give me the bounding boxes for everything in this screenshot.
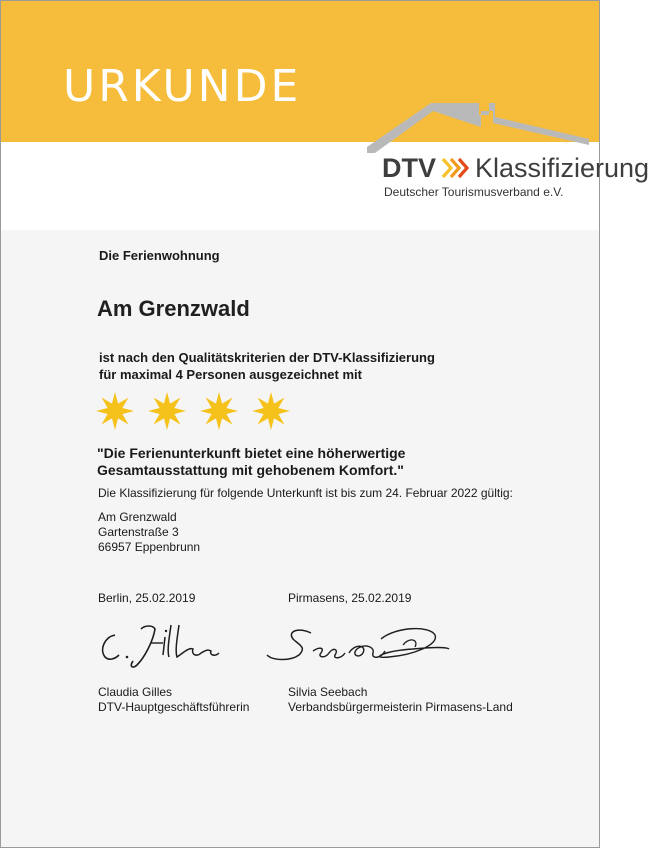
star-icon <box>200 392 238 430</box>
star-icon <box>96 392 134 430</box>
star-icon <box>148 392 186 430</box>
star-icon <box>252 392 290 430</box>
logo-name: Klassifizierung <box>475 152 649 183</box>
criteria-text <box>99 349 435 383</box>
signer-right <box>288 685 513 715</box>
star-rating <box>93 390 313 432</box>
signature-right <box>263 617 453 673</box>
chevrons-icon <box>441 157 469 179</box>
address-line-1: Am Grenzwald <box>98 510 177 524</box>
place-date-right: Pirmasens, 25.02.2019 <box>288 591 412 605</box>
dtv-logo <box>382 151 649 185</box>
house-roof-icon <box>361 97 591 157</box>
certificate-intro: Die Ferienwohnung <box>99 248 220 263</box>
validity-text: Die Klassifizierung für folgende Unterkunft ist bis zum 24. Februar 2022 gültig: <box>98 486 513 500</box>
logo-brand: DTV <box>382 152 436 183</box>
banner-title: URKUNDE <box>63 61 302 112</box>
quote-line-1: "Die Ferienunterkunft bietet eine höherwertige <box>97 445 406 461</box>
signer-right-role: Verbandsbürgermeisterin Pirmasens-Land <box>288 700 513 714</box>
signature-left <box>93 613 233 675</box>
place-date-left: Berlin, 25.02.2019 <box>98 591 196 605</box>
certificate-body <box>1 230 599 847</box>
address-line-3: 66957 Eppenbrunn <box>98 540 201 554</box>
signer-left <box>98 685 249 715</box>
signer-left-role: DTV-Hauptgeschäftsführerin <box>98 700 250 714</box>
criteria-line-1: ist nach den Qualitätskriterien der DTV-Klassifizierung <box>99 350 435 365</box>
property-address <box>98 510 200 555</box>
criteria-line-2: für maximal 4 Personen ausgezeichnet mit <box>99 367 362 382</box>
property-name: Am Grenzwald <box>97 296 250 321</box>
quote-line-2: Gesamtausstattung mit gehobenem Komfort." <box>97 462 404 478</box>
signer-right-name: Silvia Seebach <box>288 685 368 699</box>
logo-subtitle: Deutscher Tourismusverband e.V. <box>384 185 564 199</box>
address-line-2: Gartenstraße 3 <box>98 525 179 539</box>
signer-left-name: Claudia Gilles <box>98 685 173 699</box>
quote-text <box>97 445 405 479</box>
